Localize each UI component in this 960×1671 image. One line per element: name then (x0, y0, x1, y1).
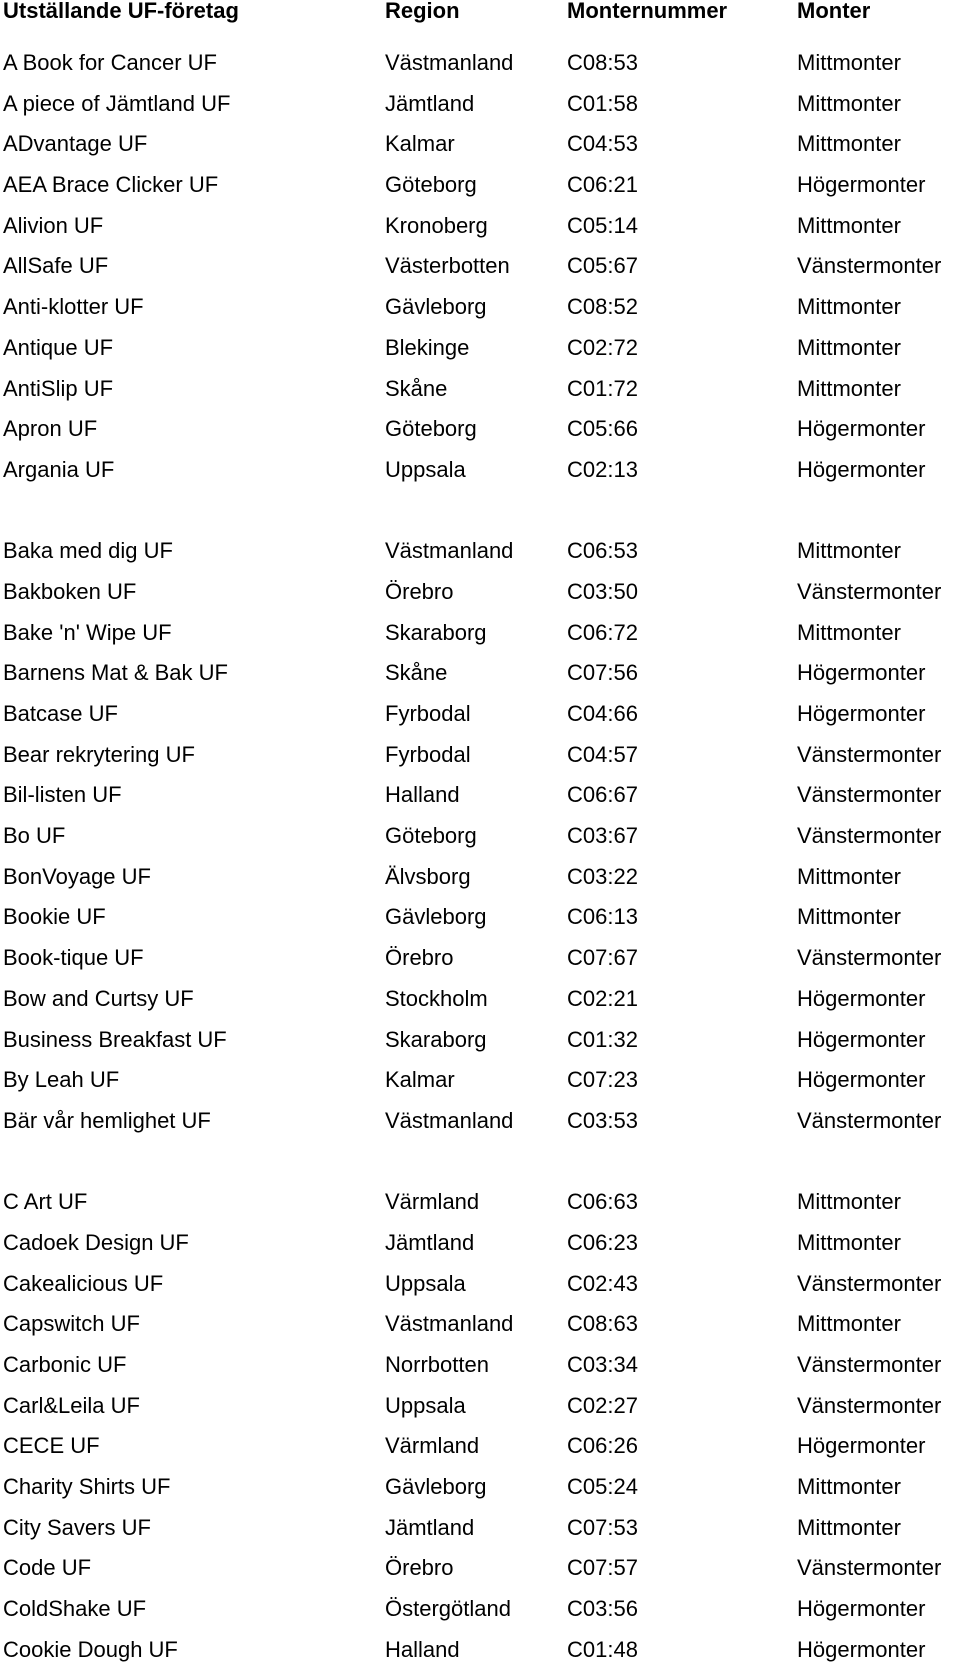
cell-booth: Högermonter (797, 985, 926, 1011)
cell-booth: Mittmonter (797, 904, 901, 930)
cell-company: Bo UF (3, 823, 66, 849)
cell-booth: Mittmonter (797, 131, 901, 157)
cell-booth-number: C02:43 (567, 1270, 638, 1296)
cell-booth: Mittmonter (797, 90, 901, 116)
header-booth-number: Monternummer (567, 0, 728, 23)
cell-region: Blekinge (385, 334, 470, 360)
cell-booth-number: C06:53 (567, 538, 638, 564)
cell-booth: Vänstermonter (797, 823, 942, 849)
cell-booth-number: C06:13 (567, 904, 638, 930)
cell-region: Göteborg (385, 823, 477, 849)
cell-company: Charity Shirts UF (3, 1474, 171, 1500)
cell-booth: Högermonter (797, 1596, 926, 1622)
cell-company: Bär vår hemlighet UF (3, 1107, 211, 1133)
table-row (0, 1304, 960, 1345)
cell-booth: Vänstermonter (797, 1392, 942, 1418)
table-row (0, 775, 960, 816)
cell-company: AntiSlip UF (3, 375, 114, 401)
header-booth: Monter (797, 0, 871, 23)
cell-booth-number: C07:23 (567, 1067, 638, 1093)
cell-region: Jämtland (385, 1229, 475, 1255)
cell-company: Bear rekrytering UF (3, 741, 195, 767)
cell-booth-number: C07:57 (567, 1555, 638, 1581)
table-row (0, 531, 960, 572)
cell-region: Stockholm (385, 985, 488, 1011)
cell-booth: Mittmonter (797, 1474, 901, 1500)
header-company: Utställande UF-företag (3, 0, 239, 23)
cell-booth: Vänstermonter (797, 1270, 942, 1296)
cell-booth: Mittmonter (797, 619, 901, 645)
table-row (0, 1508, 960, 1549)
cell-booth: Vänstermonter (797, 741, 942, 767)
table-row (0, 124, 960, 165)
cell-company: Book-tique UF (3, 945, 144, 971)
table-row (0, 1467, 960, 1508)
cell-company: Argania UF (3, 456, 115, 482)
table-row (0, 694, 960, 735)
cell-booth: Högermonter (797, 456, 926, 482)
cell-booth-number: C01:58 (567, 90, 638, 116)
letter-group (0, 1182, 960, 1670)
cell-booth-number: C02:21 (567, 985, 638, 1011)
cell-region: Värmland (385, 1433, 480, 1459)
cell-booth: Vänstermonter (797, 1352, 942, 1377)
cell-booth-number: C02:72 (567, 334, 638, 360)
cell-booth-number: C03:56 (567, 1596, 638, 1622)
cell-booth: Mittmonter (797, 294, 901, 320)
table-row (0, 897, 960, 938)
cell-region: Gävleborg (385, 294, 487, 320)
cell-booth: Högermonter (797, 416, 926, 442)
cell-region: Kalmar (385, 1067, 455, 1093)
cell-booth: Mittmonter (797, 538, 901, 564)
cell-company: Carbonic UF (3, 1352, 127, 1377)
table-row (0, 735, 960, 776)
cell-company: C Art UF (3, 1189, 88, 1215)
table-row (0, 572, 960, 613)
cell-booth-number: C02:27 (567, 1392, 638, 1418)
letter-group (0, 43, 960, 491)
table-row (0, 246, 960, 287)
cell-region: Fyrbodal (385, 741, 471, 767)
cell-booth: Högermonter (797, 1636, 926, 1662)
cell-region: Kalmar (385, 131, 455, 157)
table-row (0, 450, 960, 491)
cell-booth: Mittmonter (797, 50, 901, 75)
cell-company: AllSafe UF (3, 253, 109, 279)
table-row (0, 369, 960, 410)
cell-company: Cadoek Design UF (3, 1229, 189, 1255)
cell-region: Västmanland (385, 1107, 514, 1133)
cell-company: A piece of Jämtland UF (3, 90, 231, 116)
cell-booth: Högermonter (797, 1026, 926, 1052)
cell-company: ADvantage UF (3, 131, 148, 157)
cell-company: Anti-klotter UF (3, 294, 144, 320)
cell-region: Gävleborg (385, 904, 487, 930)
cell-booth-number: C08:63 (567, 1311, 638, 1337)
cell-booth-number: C02:13 (567, 456, 638, 482)
cell-booth-number: C03:50 (567, 578, 638, 604)
cell-booth: Vänstermonter (797, 1107, 942, 1133)
cell-region: Jämtland (385, 90, 475, 116)
cell-company: Batcase UF (3, 701, 118, 726)
cell-booth-number: C04:53 (567, 131, 638, 157)
cell-region: Skåne (385, 375, 448, 401)
cell-booth-number: C01:48 (567, 1636, 638, 1662)
cell-region: Västmanland (385, 538, 514, 564)
cell-booth-number: C05:66 (567, 416, 638, 442)
table-row (0, 1426, 960, 1467)
cell-region: Jämtland (385, 1514, 475, 1540)
cell-company: CECE UF (3, 1433, 100, 1459)
cell-booth-number: C06:67 (567, 782, 638, 808)
cell-company: Cookie Dough UF (3, 1636, 178, 1662)
table-row (0, 409, 960, 450)
cell-company: Business Breakfast UF (3, 1026, 227, 1052)
table-row (0, 1548, 960, 1589)
cell-booth: Högermonter (797, 701, 926, 726)
table-row (0, 287, 960, 328)
table-row (0, 1589, 960, 1630)
table-row (0, 1101, 960, 1142)
table-header (0, 0, 960, 22)
cell-company: Bil-listen UF (3, 782, 122, 808)
cell-booth: Vänstermonter (797, 1555, 942, 1581)
cell-booth-number: C08:53 (567, 50, 638, 75)
cell-region: Skaraborg (385, 619, 487, 645)
table-row (0, 1182, 960, 1223)
cell-booth: Högermonter (797, 172, 926, 198)
cell-region: Halland (385, 782, 460, 808)
cell-booth-number: C05:14 (567, 212, 638, 238)
group-separator (0, 491, 960, 532)
cell-company: Apron UF (3, 416, 98, 442)
cell-company: AEA Brace Clicker UF (3, 172, 219, 198)
cell-region: Norrbotten (385, 1352, 489, 1377)
cell-company: Capswitch UF (3, 1311, 140, 1337)
cell-company: A Book for Cancer UF (3, 50, 217, 75)
cell-booth: Mittmonter (797, 334, 901, 360)
table-row (0, 653, 960, 694)
cell-region: Gävleborg (385, 1474, 487, 1500)
cell-region: Örebro (385, 945, 454, 971)
cell-booth: Vänstermonter (797, 945, 942, 971)
cell-company: Barnens Mat & Bak UF (3, 660, 228, 686)
cell-region: Uppsala (385, 456, 466, 482)
cell-booth: Mittmonter (797, 1514, 901, 1540)
cell-region: Halland (385, 1636, 460, 1662)
table-row (0, 1345, 960, 1386)
cell-region: Göteborg (385, 172, 477, 198)
letter-group (0, 531, 960, 1141)
cell-booth-number: C06:23 (567, 1229, 638, 1255)
cell-company: Bakboken UF (3, 578, 137, 604)
cell-booth-number: C04:57 (567, 741, 638, 767)
cell-booth-number: C03:67 (567, 823, 638, 849)
cell-booth-number: C03:22 (567, 863, 638, 889)
cell-booth: Högermonter (797, 1433, 926, 1459)
table-row (0, 1223, 960, 1264)
cell-region: Skaraborg (385, 1026, 487, 1052)
table-row (0, 1020, 960, 1061)
cell-company: Baka med dig UF (3, 538, 173, 564)
cell-region: Uppsala (385, 1392, 466, 1418)
table-row (0, 1264, 960, 1305)
cell-company: Carl&Leila UF (3, 1392, 140, 1418)
cell-booth-number: C05:67 (567, 253, 638, 279)
cell-region: Västmanland (385, 1311, 514, 1337)
cell-region: Örebro (385, 1555, 454, 1581)
cell-booth: Mittmonter (797, 1311, 901, 1337)
cell-company: Bow and Curtsy UF (3, 985, 194, 1011)
table-row (0, 613, 960, 654)
cell-region: Skåne (385, 660, 448, 686)
table-row (0, 938, 960, 979)
cell-booth: Vänstermonter (797, 253, 942, 279)
table-row (0, 1386, 960, 1427)
header-spacer (0, 22, 960, 43)
cell-booth-number: C07:53 (567, 1514, 638, 1540)
cell-booth: Högermonter (797, 1067, 926, 1093)
cell-booth-number: C01:72 (567, 375, 638, 401)
cell-region: Värmland (385, 1189, 480, 1215)
table-row (0, 1630, 960, 1671)
table-row (0, 857, 960, 898)
cell-company: Alivion UF (3, 212, 104, 238)
cell-company: Antique UF (3, 334, 114, 360)
cell-booth-number: C01:32 (567, 1026, 638, 1052)
table-row (0, 84, 960, 125)
table-row (0, 1060, 960, 1101)
table-row (0, 979, 960, 1020)
cell-company: Bake 'n' Wipe UF (3, 619, 172, 645)
cell-region: Uppsala (385, 1270, 466, 1296)
cell-booth-number: C03:34 (567, 1352, 638, 1377)
cell-region: Västerbotten (385, 253, 510, 279)
cell-booth: Vänstermonter (797, 782, 942, 808)
cell-region: Fyrbodal (385, 701, 471, 726)
cell-region: Östergötland (385, 1596, 511, 1622)
table-row (0, 206, 960, 247)
header-region: Region (385, 0, 460, 23)
cell-region: Kronoberg (385, 212, 488, 238)
cell-region: Göteborg (385, 416, 477, 442)
cell-booth: Mittmonter (797, 1189, 901, 1215)
cell-booth-number: C06:72 (567, 619, 638, 645)
cell-booth-number: C06:26 (567, 1433, 638, 1459)
cell-booth-number: C06:21 (567, 172, 638, 198)
cell-company: City Savers UF (3, 1514, 151, 1540)
cell-region: Örebro (385, 578, 454, 604)
cell-company: BonVoyage UF (3, 863, 151, 889)
cell-booth-number: C03:53 (567, 1107, 638, 1133)
cell-booth-number: C04:66 (567, 701, 638, 726)
table-body (0, 43, 960, 1671)
cell-booth-number: C07:56 (567, 660, 638, 686)
cell-region: Älvsborg (385, 863, 471, 889)
table-row (0, 165, 960, 206)
cell-booth-number: C08:52 (567, 294, 638, 320)
cell-booth: Mittmonter (797, 1229, 901, 1255)
cell-booth: Högermonter (797, 660, 926, 686)
cell-company: Cakealicious UF (3, 1270, 164, 1296)
table-row (0, 43, 960, 84)
cell-booth: Vänstermonter (797, 578, 942, 604)
cell-booth-number: C05:24 (567, 1474, 638, 1500)
cell-booth: Mittmonter (797, 212, 901, 238)
cell-booth: Mittmonter (797, 375, 901, 401)
group-separator (0, 1142, 960, 1183)
cell-company: Bookie UF (3, 904, 106, 930)
cell-company: ColdShake UF (3, 1596, 147, 1622)
cell-booth: Mittmonter (797, 863, 901, 889)
cell-booth-number: C07:67 (567, 945, 638, 971)
table-row (0, 816, 960, 857)
cell-company: Code UF (3, 1555, 92, 1581)
cell-company: By Leah UF (3, 1067, 120, 1093)
cell-booth-number: C06:63 (567, 1189, 638, 1215)
table-row (0, 328, 960, 369)
cell-region: Västmanland (385, 50, 514, 75)
